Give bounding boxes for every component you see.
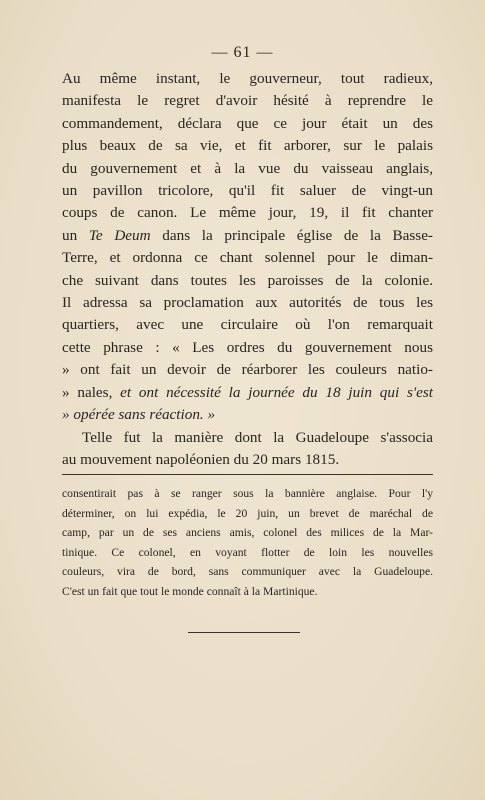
text-line: du gouvernement et à la vue du vaisseau anglais, (62, 159, 433, 177)
footnote-line: tinique. Ce colonel, en voyant flotter de loin les nouvelles (62, 545, 433, 559)
text-line: cette phrase : « Les ordres du gouvernement nous (62, 338, 433, 356)
footnote-line: consentirait pas à se ranger sous la bannière anglaise. Pour l'y (62, 487, 433, 500)
text-line: Au même instant, le gouverneur, tout radieux, (62, 70, 433, 87)
text-fragment: » nales, (62, 383, 121, 401)
footnote (62, 484, 433, 601)
text-line: plus beaux de sa vie, et fit arborer, sur le palais (62, 137, 433, 155)
text-line: manifesta le regret d'avoir hésité à reprendre le (62, 92, 433, 110)
italic-quote-end: » opérée sans réaction. » (62, 406, 216, 424)
footnote-line: couleurs, vira de bord, sans communiquer avec la Guadeloupe. (62, 565, 433, 578)
paragraph-line: Telle fut la manière dont la Guadeloupe s'associa (82, 428, 433, 446)
footnote-line: camp, par un de ses anciens amis, colonel des milices de la Mar- (62, 526, 433, 539)
main-text (62, 68, 433, 471)
italic-quote: et ont nécessité la journée du 18 juin qui s'est (120, 383, 433, 401)
footnote-line: déterminer, on lui expédia, le 20 juin, un brevet de maréchal de (62, 506, 433, 520)
text-line: » ont fait un devoir de réarborer les couleurs natio- (62, 361, 433, 379)
text-line: Il adressa sa proclamation aux autorités de tous les (62, 294, 433, 312)
footnote-rule (62, 474, 433, 475)
text-line: coups de canon. Le même jour, 19, il fit chanter (62, 204, 433, 222)
text-line-te-deum (62, 225, 433, 247)
text-line: commandement, déclara que ce jour était un des (62, 114, 433, 132)
text-line: quartiers, avec une circulaire où l'on remarquait (62, 316, 433, 334)
paragraph-line: au mouvement napoléonien du 20 mars 1815. (62, 450, 340, 468)
text-line-italic (62, 382, 433, 404)
text-line: che suivant dans toutes les paroisses de la colonie. (62, 271, 433, 289)
text-line: un pavillon tricolore, qu'il fit saluer de vingt-un (62, 182, 433, 200)
footnote-line: C'est un fait que tout le monde connaît à la Martinique. (62, 584, 318, 598)
text-fragment: dans la principale église de la Basse- (150, 226, 433, 244)
text-line: Terre, et ordonna ce chant solennel pour le diman- (62, 249, 433, 267)
te-deum-italic: Te Deum (88, 226, 151, 244)
page-number: — 61 — (211, 44, 274, 61)
text-fragment: un (62, 226, 89, 244)
end-rule (188, 632, 300, 633)
text-line (62, 404, 433, 426)
